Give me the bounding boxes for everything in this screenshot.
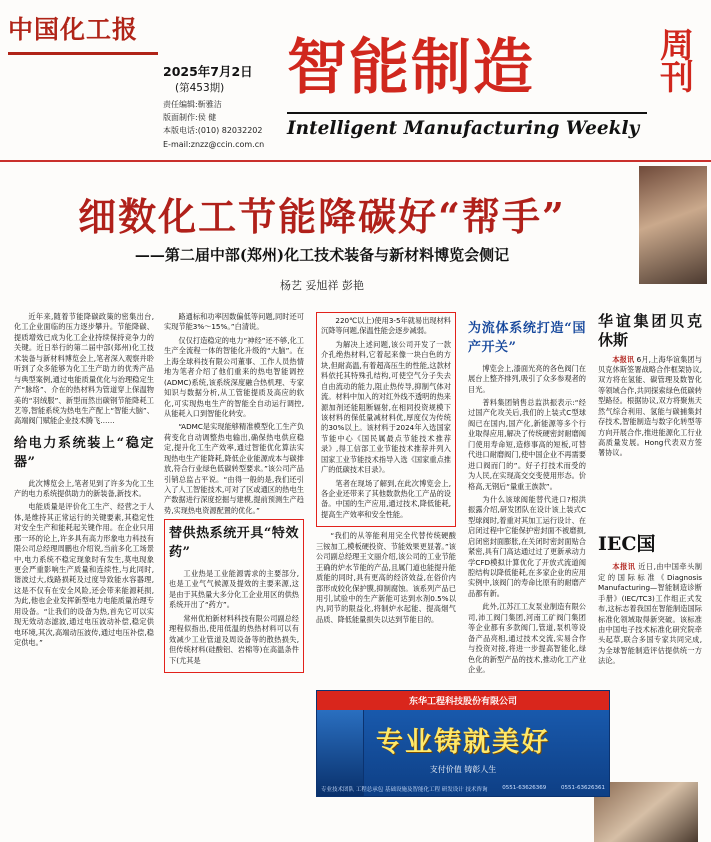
source-label: 本报讯 xyxy=(612,354,635,364)
sidebar-headline-iec: IEC国 xyxy=(598,532,656,555)
credit-layout: 版面制作:侯 健 xyxy=(163,113,217,123)
masthead-title: 智能制造 xyxy=(287,33,535,103)
paper-name: 中国化工报 xyxy=(8,15,139,44)
paragraph: 近年来,随着节能降碳政策的密集出台,化工企业面临的压力逐步攀升。节能降碳、提质增效已成为化工企业持续保持竞争力的关键。近日举行的第二届中部(郑州)化工技术装备与新材料博览会上,笔者深入观察并聆听到了众多能够为化工生产助力的优秀产品与典型案例,通过电能质量优化与治理稳定生产“脉络”、介在的热材料为管道穿上保温物美的“羽绒服”、新型而然出碳钢节能降耗工艺等,智能系统为热电生产配上“智能大脑”、高端阀门赋能企业技术腾飞…… xyxy=(14,312,154,426)
paragraph: 为解决上述问题,该公司开发了一款介孔绝热材料,它着起来像一块白色的方块,但耐高温,有着超高压生的性能,这款材料依托其特殊孔结构,可使空气分子失去自由流动的能力,阻止热传导,抑制气体对流。材料中加入的对红外线不透明的热来源加剂还能阻断辐射,在相同投资规模下该材料的保低量减材料优,厚度仅为传统的30%以上。该材料于2024年入选国家节能中心《国民属最点节能技术推荐录》,得工信部工业节能技术推荐并列入国家工业节能技术指导入选《国家重点推广的低碳技术目录》。 xyxy=(321,339,451,475)
page-subtitle: ——第二届中部(郑州)化工技术装备与新材料博览会侧记 xyxy=(134,246,510,264)
source-text: 近日,由中国牵头制定的国际标准《Diagnosis Manufacturing—智能制造诊断手册》(IEC/TC3)工作组正式发布,这标志着我国在智能制造国际标准化领域取得新突破。该标准由中国电子技术标准化研究院牵头起草,联合多国专家共同完成,为全球智能制造评估提供统一方法论。 xyxy=(598,562,702,666)
ad-footer xyxy=(321,785,605,793)
issue-number: (第453期) xyxy=(175,82,225,94)
paragraph: 常州优柏新材料科技有限公司副总经理程似指出,使用低温的热热材料可以有效减少工业管道及周设备等的散热损失,但传统材料(硅酸铝、岩棉等)在高温条件下(尤其是 xyxy=(169,613,299,665)
highlight-box-heating xyxy=(164,519,304,673)
column-3 xyxy=(316,312,456,628)
column-4 xyxy=(468,312,586,678)
section-heading-valves: 为流体系统打造“国产开关” xyxy=(468,321,586,355)
issue-date: 2025年7月2日 xyxy=(163,64,253,79)
column-2 xyxy=(164,312,304,677)
masthead-english-title: Intelligent Manufacturing Weekly xyxy=(287,112,647,139)
headline-block xyxy=(0,162,711,312)
sidebar-body-iec xyxy=(598,562,702,666)
masthead-credits xyxy=(163,98,293,151)
paragraph: 工业热是工业能源需求的主要部分,也是工业气气候源及提效的主要来源,这是由于其热量大多分化工企业用区的供热系统开出了“药方”。 xyxy=(169,569,299,610)
paragraph: 仅仅打造稳定的电力“神经”还不够,化工生产全流程一体的智能化升级的“大脑”。在上海全球科技有限公司董事、工作人员热情地为笔者介绍了他们重来的热电智能调控(ADMC)系统,该系统深度融合热机理、专家知识与数据分析,从工管能提质及高应的软化,可实现热电生产的智能全自动运行调控,从能耗入口到智能化转安。 xyxy=(164,335,304,418)
paragraph: “我们的从等能利用完全代替传统硬酸三铵加工,模板硬投资、节能效果更显著。”该公司副总经理王文丽介绍,该公司的工业节能王确的炉水节能的产品,且属门道也能提升能质能的同时,具有更高的经济效益,在俗价内部形成较化保护膜,抑制腐蚀。该系列产品已用引,试验中的生产新能可达到水剂0.5%以内,同节的限益化,将制炉水起能、提高烟气品质、降低能量损失以达到节能目的。 xyxy=(316,531,456,624)
ad-photo xyxy=(317,710,364,796)
paragraph: 220℃以上)使用3-5年就易出现材料沉降等问题,保温性能会逐步减弱。 xyxy=(321,316,451,336)
paragraph: 为什么该球阀能替代进口?根洪振露介绍,研发团队在设计该上装式C型球阀时,着重对其加工运行设计、在启闭过程中它能保护密封面不被磨损,启闭密封面膨胀,在关闭时密封面贴合紧密,具有门高达通过过了更新承动力学CFD模拟计算优化了开放式流道阀腔结构以降低能耗,在多家企业的应用实例中,该阀门的寿命比原有的耐磨产品都有新。 xyxy=(468,494,586,598)
ad-company-name: 东华工程科技股份有限公司 xyxy=(317,691,609,710)
section-heading-power: 给电力系统装上“稳定器” xyxy=(14,435,154,470)
masthead xyxy=(0,0,711,162)
byline: 杨艺 妥旭祥 彭艳 xyxy=(280,279,364,292)
column-5 xyxy=(598,312,702,670)
paragraph: “ADMC是实现能够精准模型化工生产负荷变化自动调整热电输出,确保热电供应稳定,提升化工生产效率,通过智能优化算法实现热电生产能降耗,降低企业能源成本与碳排放,符合行业绿色低碳转型要求。”该公司产品引销总监占平说。“由得一般的是,我们还引入了人工智能技术,可对了区或通区的热电生产数据进行深度挖掘与建模,提前预测生产趋势,实现热电资源配置的优化。” xyxy=(164,422,304,515)
highlight-box-insulation xyxy=(316,312,456,527)
page-title: 细数化工节能降碳好“帮手” xyxy=(78,194,566,239)
ad-subslogan: 支付价值 铸彰人生 xyxy=(429,765,497,774)
paragraph: 笔者在现场了解到,在此次博览会上,各企业还带来了其他数款热化工产品的设备。中国的生产应用,通过技术,降低能耗,提高生产效率和安全性能。 xyxy=(321,478,451,519)
masthead-weekly: 周刊 xyxy=(660,26,694,99)
sidebar-headline-huayi: 华谊集团贝克休斯 xyxy=(598,312,702,349)
ad-slogan: 专业铸就美好 xyxy=(376,727,550,758)
paragraph: 此次博览会上,笔者见到了许多为化工生产的电力系统提供助力的新装备,新技术。 xyxy=(14,478,154,498)
logo-rule xyxy=(8,52,158,55)
section-heading-heating: 替供热系统开具“特效药” xyxy=(169,526,299,561)
sidebar-body-huayi xyxy=(598,355,702,459)
paper-logo xyxy=(8,10,158,55)
ad-services: 专业技术团队 工程总承包 基础设施及智能化工程 研发设计 技术咨询 xyxy=(321,787,488,793)
credit-email: E-mail:znzz@ccin.com.cn xyxy=(163,139,265,149)
credit-phone: 本版电话:(010) 82032202 xyxy=(163,126,263,136)
hero-photo xyxy=(639,166,707,284)
paragraph: 电能质量是评价化工生产、经营之于人体,是维持其正常运行的关键要素,其稳定性对安全生产和能耗起关键作用。在企业只用那一环的论上,许多具有高力形象电力科技有限公司总经理周鹏也介绍说,当前多化工场景中,电力系统不稳定现象时有发生,莫电现象更会严重影响生产质量和连续性,与此同时,谐波过大,线路损耗及过度导致能水容器理,这是不仅有在安全风险,还会带来能源耗损,为此,他也企业发挥新型电力电能质量治理专用设备。“让我们的设备为热,首先它可以实现无效动态滤波,通过电压波动补偿,稳定供电环境,其次,高端动压波传,通过电压补偿,稳定供电。” xyxy=(14,502,154,648)
advertisement-banner[interactable] xyxy=(316,690,610,797)
credit-editor: 责任编辑:靳雅洁 xyxy=(163,100,222,109)
paragraph: 此外,江苏江工友泵业制造有限公司,沛工阀门集团,河南工矿阀门集团等企业都有多款阀门,管道,泵机等设备产品亮相,通过技术交流,实易合作与投资对接,将进一步提高智能化,绿色化的新型产品的技术,推动化工产业企业。 xyxy=(468,602,586,674)
paragraph: 博览会上,漆面光亮的各色阀门在展台上整齐排列,吸引了众多参观者的目光。 xyxy=(468,363,586,394)
ad-phone-right: 0551-63626361 xyxy=(561,785,605,791)
source-label: 本报讯 xyxy=(612,562,636,572)
paragraph: 普料集团销售总监洪振表示:“经过国产化攻关后,我们的上装式C型球阀已在国内,国产化,新能源等多个行业取得应用,解决了传统硬密封耐磨阀门使用寿命短,造修事高的短板,可替代进口耐磨阀门,使中国企业不再需要进口阀而门的”。好子打技术而受的为人民,在实现高交交变使用形态。价格高,无钢后“量重王族款”。 xyxy=(468,398,586,491)
paragraph: 路通标和功率因数偏低等问题,同时还可实现节能3%～15%。”白清说。 xyxy=(164,312,304,332)
source-text: 6月,上海华谊集团与贝克休斯签署战略合作框架协议,双方将在氢能、碳管理及数智化等领域合作,共同探索绿色低碳转型路径。根据协议,双方将聚焦天然气综合利用、氢能与碳捕集封存技术,智能制造与数字化转型等方向开展合作,推进能源化工行业高质量发展。Hong代表双方签署协议。 xyxy=(598,354,702,458)
ad-phone-left: 0551-63626369 xyxy=(502,785,547,791)
column-1 xyxy=(14,312,154,652)
